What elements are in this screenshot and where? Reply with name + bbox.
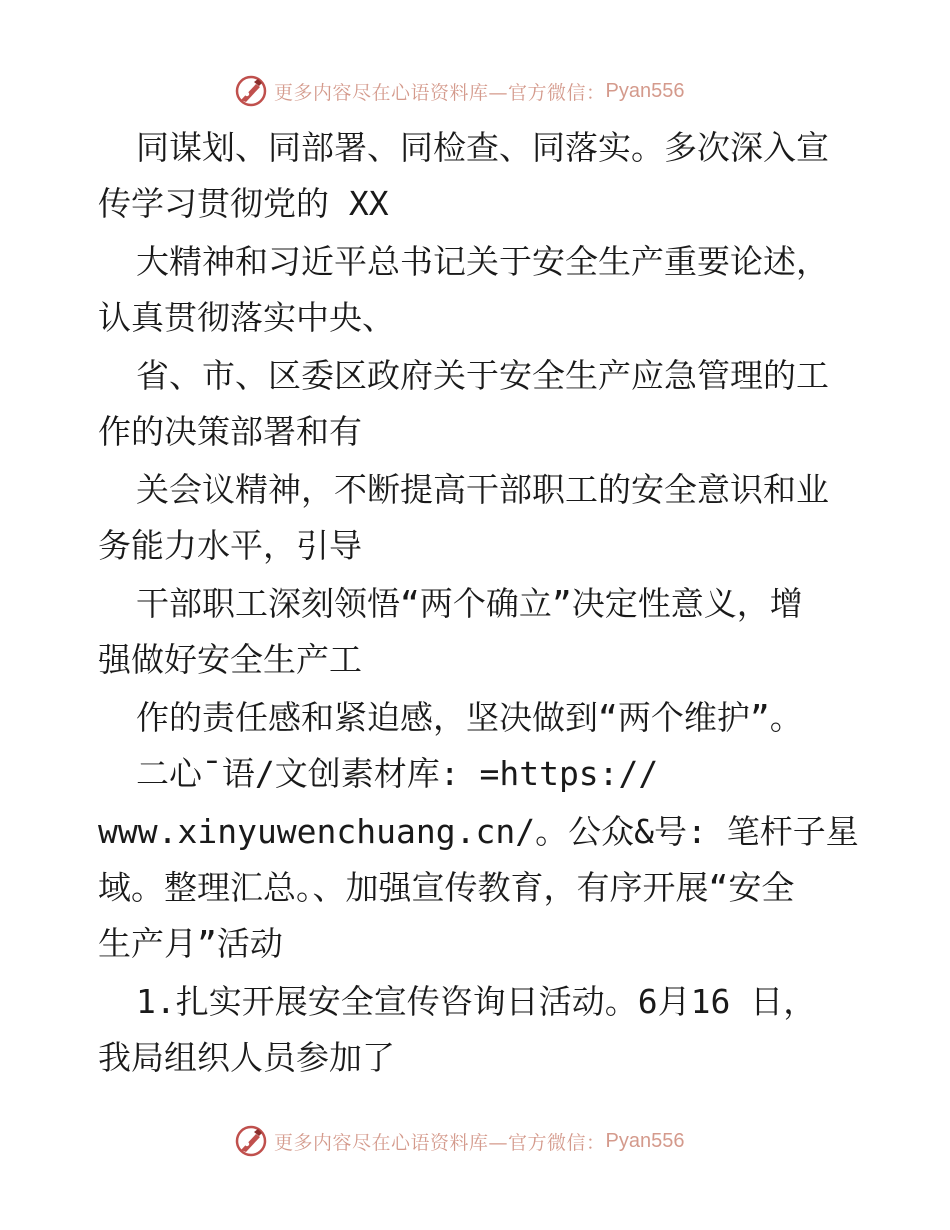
body-line: 强做好安全生产工 (98, 640, 362, 679)
banner-text: 更多内容尽在心语资料库—官方微信： (274, 81, 606, 104)
pen-logo-icon (234, 1124, 268, 1158)
body-line: 关会议精神，不断提高干部职工的安全意识和业 (136, 470, 829, 509)
banner-wechat-id: Pyan556 (605, 79, 685, 102)
body-line: 同谋划、同部署、同检查、同落实。多次深入宣 (136, 128, 829, 167)
body-line: 二心¯语/文创素材库: =https:// (136, 754, 659, 793)
pen-logo-icon (234, 74, 268, 108)
body-line: 作的决策部署和有 (98, 412, 362, 451)
banner-wechat-id: Pyan556 (605, 1129, 685, 1152)
body-line: 我局组织人员参加了 (98, 1038, 395, 1077)
body-line: 传学习贯彻党的 XX (98, 184, 389, 223)
body-line: 认真贯彻落实中央、 (98, 298, 395, 337)
footer-watermark-banner (234, 1122, 684, 1160)
body-line: 域。整理汇总。、加强宣传教育，有序开展“安全 (98, 868, 795, 907)
body-line: 生产月”活动 (98, 924, 283, 963)
body-line: 务能力水平，引导 (98, 526, 362, 565)
body-line: 省、市、区委区政府关于安全生产应急管理的工 (136, 356, 829, 395)
body-line: 1.扎实开展安全宣传咨询日活动。6月16 日， (136, 982, 817, 1021)
body-line: www.xinyuwenchuang.cn/。公众&号: 笔杆子星 (98, 812, 859, 851)
header-watermark-banner (234, 72, 684, 110)
body-line: 干部职工深刻领悟“两个确立”决定性意义，增 (136, 584, 803, 623)
body-line: 作的责任感和紧迫感，坚决做到“两个维护”。 (136, 698, 803, 737)
body-line: 大精神和习近平总书记关于安全生产重要论述， (136, 242, 829, 281)
banner-text: 更多内容尽在心语资料库—官方微信： (274, 1131, 606, 1154)
